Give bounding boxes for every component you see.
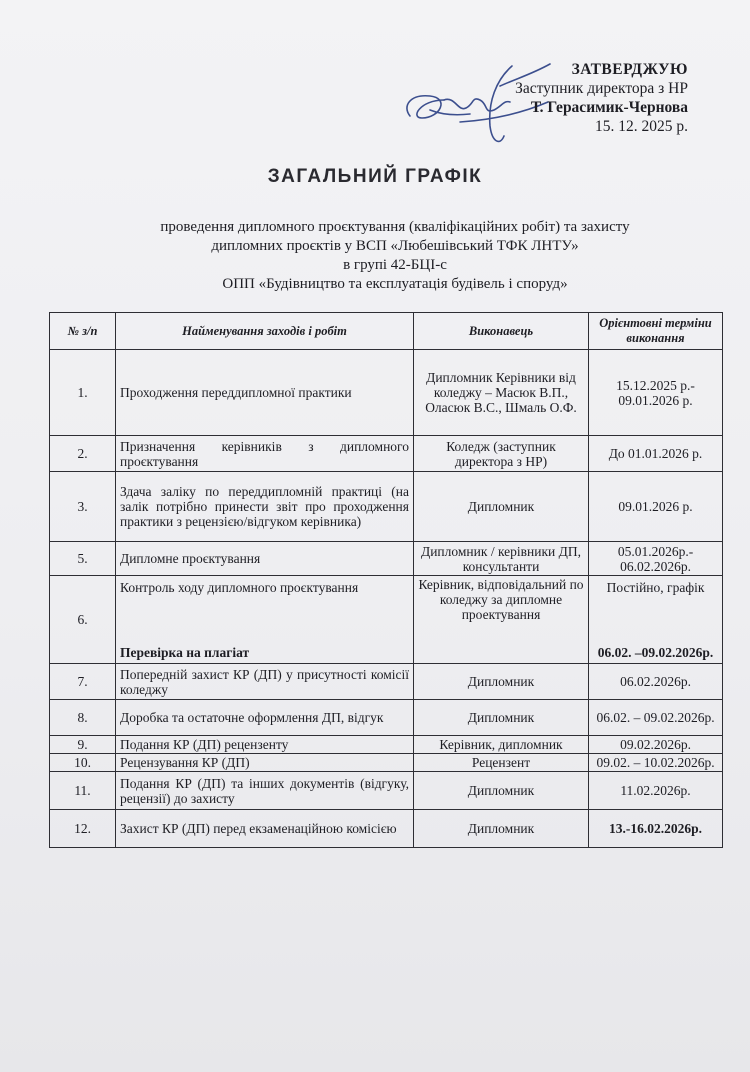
row-num: 12. [50, 810, 116, 848]
row-num: 2. [50, 436, 116, 472]
row-num: 7. [50, 664, 116, 700]
row-exec: Дипломник / керівники ДП, консультанти [414, 542, 589, 576]
row-num: 3. [50, 472, 116, 542]
row-name: Попередній захист КР (ДП) у присутності комісії коледжу [116, 664, 414, 700]
schedule-table [49, 312, 723, 848]
row-term: 13.-16.02.2026р. [589, 810, 723, 848]
row-num: 1. [50, 350, 116, 436]
approval-name: Т. Герасимик-Чернова [530, 99, 688, 116]
row-exec: Дипломник [414, 664, 589, 700]
row-exec: Дипломник [414, 700, 589, 736]
row-term-plagiarism: 06.02. –09.02.2026р. [597, 644, 714, 660]
row-exec: Коледж (заступник директора з НР) [414, 436, 589, 472]
row-term: Постійно, графік [606, 579, 705, 595]
approval-heading: ЗАТВЕРДЖУЮ [571, 61, 688, 78]
row-num: 5. [50, 542, 116, 576]
table-row [50, 472, 723, 542]
row-name: Призначення керівників з дипломного проєктування [116, 436, 414, 472]
row-exec: Керівник, відповідальний по коледжу за дипломне проектування [414, 576, 589, 664]
header-term: Орієнтовні терміни виконання [589, 313, 723, 350]
row-name-cell [116, 576, 414, 664]
row-exec: Дипломник [414, 472, 589, 542]
row-term: 09.02. – 10.02.2026р. [589, 754, 723, 772]
row-exec: Дипломник [414, 810, 589, 848]
row-num: 11. [50, 772, 116, 810]
subtitle-line: ОПП «Будівництво та експлуатація будівель і споруд» [222, 276, 568, 292]
row-term: 11.02.2026р. [589, 772, 723, 810]
table-row [50, 810, 723, 848]
header-num: № з/п [50, 313, 116, 350]
subtitle-line: дипломних проєктів у ВСП «Любешівський ТФК ЛНТУ» [211, 238, 579, 254]
table-row [50, 576, 723, 664]
row-name: Доробка та остаточне оформлення ДП, відгук [116, 700, 414, 736]
row-term: 09.02.2026р. [589, 736, 723, 754]
row-exec: Дипломник Керівники від коледжу – Масюк В.П., Оласюк В.С., Шмаль О.Ф. [414, 350, 589, 436]
row-num: 10. [50, 754, 116, 772]
row-name: Дипломне проєктування [116, 542, 414, 576]
row-term: 05.01.2026р.- 06.02.2026р. [589, 542, 723, 576]
row-exec: Рецензент [414, 754, 589, 772]
row-term-cell [589, 576, 723, 664]
document-title: ЗАГАЛЬНИЙ ГРАФІК [267, 166, 483, 187]
table-row [50, 772, 723, 810]
table-row [50, 700, 723, 736]
subtitle-line: в групі 42-БЦІ-с [343, 257, 447, 273]
row-term: 06.02. – 09.02.2026р. [589, 700, 723, 736]
row-num: 8. [50, 700, 116, 736]
table-row [50, 542, 723, 576]
row-name-plagiarism: Перевірка на плагіат [120, 644, 250, 660]
header-name: Найменування заходів і робіт [116, 313, 414, 350]
row-term: 06.02.2026р. [589, 664, 723, 700]
row-term: 09.01.2026 р. [589, 472, 723, 542]
row-num: 6. [50, 576, 116, 664]
table-row [50, 754, 723, 772]
table-row [50, 664, 723, 700]
header-exec: Виконавець [414, 313, 589, 350]
row-name: Подання КР (ДП) та інших документів (відгуку, рецензії) до захисту [116, 772, 414, 810]
document-subtitle [90, 218, 700, 294]
row-name: Здача заліку по переддипломній практиці (на залік потрібно принести звіт про проходження практики з рецензією/відгуком керівника) [116, 472, 414, 542]
row-num: 9. [50, 736, 116, 754]
row-exec: Дипломник [414, 772, 589, 810]
row-name: Контроль ходу дипломного проєктування [120, 579, 359, 595]
row-term: 15.12.2025 р.- 09.01.2026 р. [589, 350, 723, 436]
table-header-row [50, 313, 723, 350]
row-name: Подання КР (ДП) рецензенту [116, 736, 414, 754]
row-name: Проходження переддипломної практики [116, 350, 414, 436]
row-exec: Керівник, дипломник [414, 736, 589, 754]
table-row [50, 436, 723, 472]
row-name: Рецензування КР (ДП) [116, 754, 414, 772]
row-term: До 01.01.2026 р. [589, 436, 723, 472]
approval-block [515, 60, 688, 136]
table-row [50, 736, 723, 754]
approval-date: 15. 12. 2025 р. [595, 118, 688, 135]
subtitle-line: проведення дипломного проєктування (кваліфікаційних робіт) та захисту [160, 219, 630, 235]
approval-position: Заступник директора з НР [515, 80, 688, 97]
table-row [50, 350, 723, 436]
row-name: Захист КР (ДП) перед екзаменаційною комісією [116, 810, 414, 848]
